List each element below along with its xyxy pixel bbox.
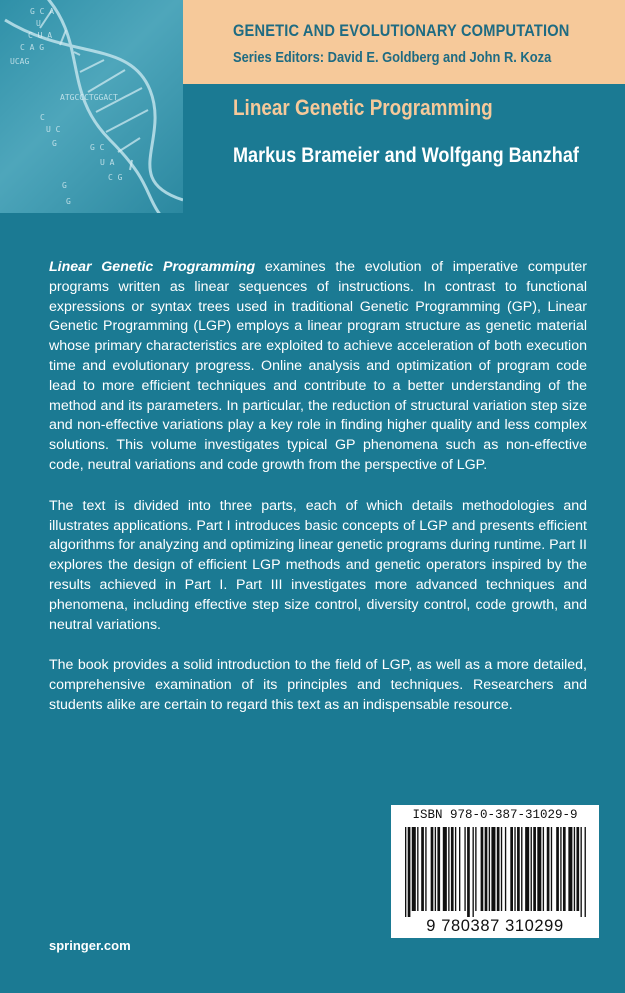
- svg-text:C A G: C A G: [20, 43, 45, 52]
- barcode-bar: [543, 827, 544, 911]
- barcode-bar: [574, 827, 575, 911]
- description-lead-title: Linear Genetic Programming: [49, 259, 256, 275]
- barcode-bar: [485, 827, 488, 911]
- description-paragraph-1-text: examines the evolution of imperative computer programs written as linear sequences of instructions. In contrast to functional expressions or syntax trees used in traditional Genetic Programming (GP), Linear Genetic Programming (LGP) employs a linear program structure as genetic material whose primary characteristics are exploited to achieve acceleration of both execution time and evolutionary progress. Online analysis and optimization of program code lead to more efficient techniques and contribute to a better understanding of the method and its parameters. In particular, the reduction of structural variation step size and non-effective variations play a key role in finding higher quality and less complex solutions. This volume investigates typical GP phenomena such as non-effective code, neutral variations and code growth from the perspective of LGP.: [49, 259, 587, 473]
- svg-text:UCAG: UCAG: [10, 57, 30, 66]
- barcode-bar: [481, 827, 484, 911]
- barcode-bar: [464, 827, 465, 911]
- description-paragraph-2: The text is divided into three parts, each of which details methodologies and illustrates applications. Part I introduces basic concepts of LGP and presents efficient algorithms for analyzing and optimizing linear genetic programs during runtime. Part II explores the design of efficient LGP methods and genetic operators inspired by the results achieved in Part I. Part III investigates more advanced techniques and phenomena, including effective step size control, diversity control, code growth, and neutral variations.: [49, 497, 587, 633]
- barcode-bar: [408, 827, 411, 917]
- svg-text:U: U: [36, 19, 41, 28]
- barcode-bar: [489, 827, 490, 911]
- barcode-bar: [521, 827, 522, 911]
- book-description: [49, 258, 587, 737]
- svg-text:C G: C G: [108, 173, 123, 182]
- barcode-bar: [505, 827, 506, 911]
- barcode-bar: [473, 827, 474, 917]
- description-paragraph-3: The book provides a solid introduction to the field of LGP, as well as a more detailed, comprehensive examination of its principles and techniques. Researchers and students alike are certain to regard this text as an indispensable resource.: [49, 657, 587, 713]
- svg-text:G C A: G C A: [30, 7, 55, 16]
- description-paragraph-1: [49, 258, 587, 476]
- svg-text:G: G: [62, 181, 67, 190]
- barcode-bar: [451, 827, 454, 911]
- barcode-bar: [581, 827, 582, 917]
- svg-text:G C: G C: [90, 143, 105, 152]
- barcode-bar: [467, 827, 470, 917]
- isbn-label: ISBN 978-0-387-31029-9: [412, 808, 578, 822]
- barcode-bar: [585, 827, 586, 917]
- barcode-bar: [425, 827, 426, 911]
- barcode-bar: [412, 827, 416, 911]
- barcode-bar: [556, 827, 559, 911]
- book-authors: Markus Brameier and Wolfgang Banzhaf: [233, 144, 579, 167]
- barcode-bar: [514, 827, 515, 911]
- barcode-bar: [551, 827, 552, 911]
- dna-cover-image: [0, 0, 183, 213]
- svg-text:G: G: [52, 139, 57, 148]
- series-header-band: [183, 0, 625, 84]
- barcode-bar: [531, 827, 532, 911]
- barcode-bar: [525, 827, 529, 911]
- series-editors: Series Editors: David E. Goldberg and John R. Koza: [233, 49, 552, 66]
- barcode-bar: [576, 827, 579, 911]
- barcode-bar: [491, 827, 495, 911]
- barcode-bar: [421, 827, 424, 911]
- barcode-bar: [455, 827, 456, 911]
- barcode-bar: [448, 827, 449, 911]
- publisher-url: springer.com: [49, 938, 131, 953]
- barcode-bar: [533, 827, 536, 911]
- barcode-bar: [459, 827, 460, 911]
- barcode-bar: [547, 827, 550, 911]
- svg-text:U C: U C: [46, 125, 61, 134]
- barcode-bar: [517, 827, 520, 911]
- svg-text:G: G: [66, 197, 71, 206]
- barcode-bar: [417, 827, 418, 911]
- barcode-bar: [563, 827, 566, 911]
- series-title: GENETIC AND EVOLUTIONARY COMPUTATION: [233, 21, 570, 40]
- svg-text:U A: U A: [100, 158, 115, 167]
- barcode-bar: [537, 827, 541, 911]
- svg-text:ATGCCCTGGACT: ATGCCCTGGACT: [60, 93, 118, 102]
- dna-helix-graphic: [0, 0, 183, 213]
- barcode-bar: [443, 827, 447, 911]
- barcode-bar: [501, 827, 502, 911]
- barcode-bar: [437, 827, 440, 911]
- barcode-bar: [431, 827, 434, 911]
- barcode-bars: [403, 827, 587, 917]
- svg-text:C U A: C U A: [28, 31, 53, 40]
- barcode-digits: 9 780387 310299: [426, 917, 564, 935]
- barcode-bar: [405, 827, 406, 917]
- barcode-bar: [560, 827, 561, 911]
- barcode-bar: [475, 827, 476, 911]
- book-title: Linear Genetic Programming: [233, 95, 493, 120]
- barcode-bar: [568, 827, 572, 911]
- svg-text:C: C: [40, 113, 45, 122]
- barcode-bar: [497, 827, 500, 911]
- barcode-bar: [435, 827, 436, 911]
- isbn-barcode: [391, 805, 599, 938]
- barcode-bar: [510, 827, 513, 911]
